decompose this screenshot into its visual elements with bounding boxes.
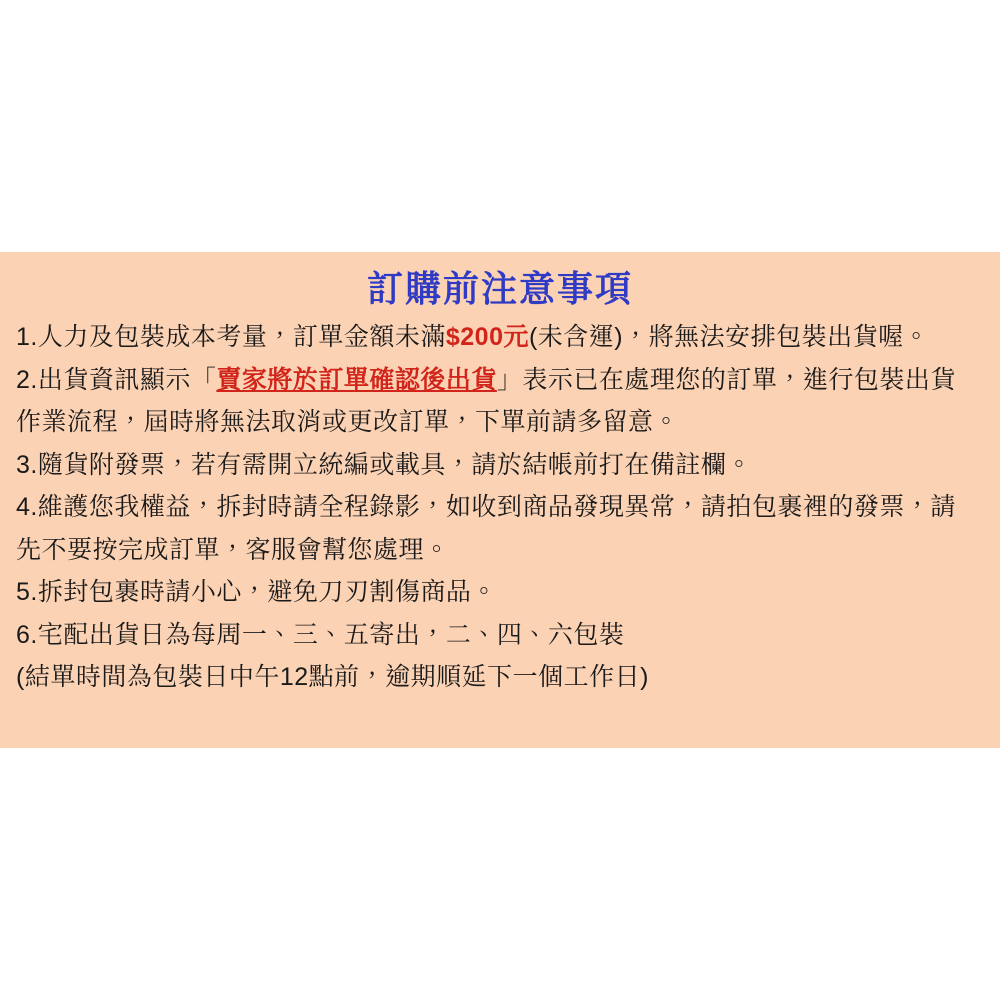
notice-text: 6.宅配出貨日為每周一、三、五寄出，二、四、六包裝 [16, 620, 625, 649]
highlight-text: $200元 [445, 323, 529, 351]
highlight-underlined-text: 賣家將於訂單確認後出貨 [216, 365, 497, 394]
notice-text: 作業流程，屆時將無法取消或更改訂單，下單前請多留意。 [16, 408, 680, 436]
notice-line [8, 402, 992, 443]
notice-text: 2.出貨資訊顯示「 [16, 365, 217, 394]
notice-line [8, 615, 992, 656]
notice-line [8, 360, 992, 401]
page-title: 訂購前注意事項 [366, 268, 633, 309]
notice-line [8, 657, 992, 698]
notice-line [8, 445, 992, 486]
notice-text: (未含運)，將無法安排包裝出貨喔。 [528, 323, 930, 351]
notice-text: 4.維護您我權益，拆封時請全程錄影，如收到商品發現異常，請拍包裹裡的發票，請 [16, 493, 956, 521]
notice-text: 1.人力及包裝成本考量，訂單金額未滿 [16, 323, 446, 351]
notice-text: 3.隨貨附發票，若有需開立統編或載具，請於結帳前打在備註欄。 [16, 450, 752, 479]
notice-body [8, 317, 992, 698]
notice-line [8, 530, 992, 571]
notice-text: 5.拆封包裹時請小心，避免刀刃割傷商品。 [16, 578, 497, 606]
notice-line [8, 572, 992, 613]
notice-text: (結單時間為包裝日中午12點前，逾期順延下一個工作日) [16, 663, 649, 691]
notice-line [8, 317, 992, 358]
notice-text: 先不要按完成訂單，客服會幫您處理。 [16, 535, 450, 564]
notice-line [8, 487, 992, 528]
notice-text: 」表示已在處理您的訂單，進行包裝出貨 [496, 365, 956, 394]
notice-card [0, 252, 1000, 748]
